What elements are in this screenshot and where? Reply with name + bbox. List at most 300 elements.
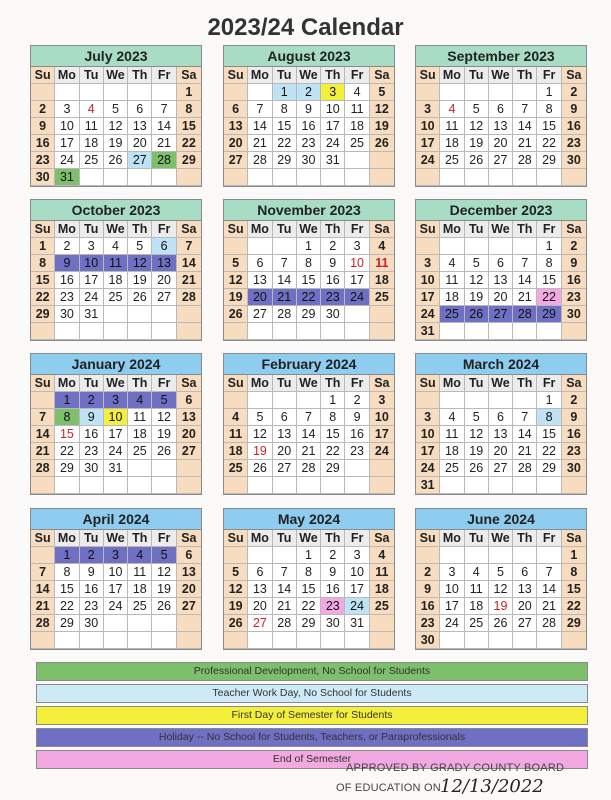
day-cell: 1 — [31, 238, 55, 255]
approval-date-signature: 12/13/2022 — [440, 776, 544, 797]
day-cell: 23 — [80, 598, 104, 615]
empty-cell — [440, 547, 464, 564]
day-cell: 4 — [104, 238, 128, 255]
weekday-header: Mo — [55, 375, 79, 392]
day-cell: 5 — [224, 564, 248, 581]
empty-cell — [104, 477, 128, 494]
day-cell: 30 — [416, 632, 440, 649]
day-cell: 2 — [31, 101, 55, 118]
weekday-header: Fr — [537, 375, 561, 392]
day-cell: 7 — [177, 238, 201, 255]
day-cell: 28 — [273, 615, 297, 632]
empty-cell — [370, 632, 394, 649]
day-cell: 24 — [104, 443, 128, 460]
day-cell: 11 — [128, 564, 152, 581]
day-cell: 9 — [297, 101, 321, 118]
day-cell: 20 — [128, 135, 152, 152]
weekday-header: Th — [513, 67, 537, 84]
weekday-header: Mo — [440, 530, 464, 547]
weekday-header: Mo — [440, 67, 464, 84]
day-cell: 11 — [224, 426, 248, 443]
empty-cell — [562, 477, 586, 494]
weekday-header: Sa — [562, 530, 586, 547]
day-cell: 9 — [31, 118, 55, 135]
empty-cell — [104, 615, 128, 632]
empty-cell — [370, 306, 394, 323]
day-cell: 24 — [370, 443, 394, 460]
day-cell: 4 — [440, 255, 464, 272]
day-cell: 29 — [297, 306, 321, 323]
empty-cell — [513, 238, 537, 255]
day-cell: 5 — [224, 255, 248, 272]
weekday-header: Mo — [248, 221, 272, 238]
day-cell: 25 — [128, 598, 152, 615]
day-cell: 2 — [345, 392, 369, 409]
day-cell: 16 — [80, 581, 104, 598]
empty-cell — [177, 323, 201, 340]
weekday-header: Sa — [370, 375, 394, 392]
day-cell: 10 — [440, 581, 464, 598]
day-cell: 4 — [440, 101, 464, 118]
day-cell: 9 — [416, 581, 440, 598]
empty-cell — [321, 477, 345, 494]
empty-cell — [177, 169, 201, 186]
day-cell: 8 — [55, 564, 79, 581]
day-cell: 3 — [370, 392, 394, 409]
day-cell: 21 — [177, 272, 201, 289]
weekday-header: Tu — [80, 375, 104, 392]
weekday-header: Sa — [177, 375, 201, 392]
day-cell: 9 — [80, 564, 104, 581]
empty-cell — [416, 392, 440, 409]
day-cell: 19 — [489, 598, 513, 615]
empty-cell — [152, 169, 176, 186]
empty-cell — [273, 238, 297, 255]
day-cell: 5 — [465, 409, 489, 426]
weekday-header: Fr — [537, 67, 561, 84]
day-cell: 4 — [440, 409, 464, 426]
empty-cell — [224, 632, 248, 649]
day-cell: 27 — [224, 152, 248, 169]
empty-cell — [489, 547, 513, 564]
weekday-header: Mo — [55, 530, 79, 547]
day-cell: 12 — [224, 581, 248, 598]
day-cell: 20 — [152, 272, 176, 289]
weekday-header: Mo — [440, 375, 464, 392]
day-cell: 15 — [55, 426, 79, 443]
month-title: November 2023 — [224, 200, 394, 221]
empty-cell — [440, 323, 464, 340]
weekday-header: We — [297, 530, 321, 547]
day-cell: 18 — [104, 272, 128, 289]
empty-cell — [370, 477, 394, 494]
day-cell: 22 — [537, 289, 561, 306]
day-cell: 26 — [152, 443, 176, 460]
empty-cell — [513, 477, 537, 494]
day-cell: 10 — [345, 255, 369, 272]
day-cell: 18 — [224, 443, 248, 460]
day-cell: 16 — [345, 426, 369, 443]
day-cell: 23 — [321, 598, 345, 615]
weekday-header: Mo — [248, 530, 272, 547]
weekday-header: Tu — [80, 67, 104, 84]
empty-cell — [248, 238, 272, 255]
day-cell: 26 — [128, 289, 152, 306]
weekday-header: Th — [321, 221, 345, 238]
weekday-header: We — [489, 530, 513, 547]
day-cell: 4 — [128, 392, 152, 409]
day-cell: 8 — [537, 255, 561, 272]
day-cell: 1 — [177, 84, 201, 101]
day-cell: 15 — [297, 272, 321, 289]
day-cell: 31 — [416, 477, 440, 494]
weekday-header: Sa — [370, 67, 394, 84]
month-days-grid — [31, 67, 201, 186]
empty-cell — [465, 169, 489, 186]
day-cell: 25 — [345, 135, 369, 152]
empty-cell — [537, 477, 561, 494]
empty-cell — [248, 323, 272, 340]
day-cell: 16 — [321, 272, 345, 289]
day-cell: 23 — [416, 615, 440, 632]
weekday-header: Fr — [345, 221, 369, 238]
day-cell: 29 — [537, 460, 561, 477]
day-cell: 5 — [465, 101, 489, 118]
empty-cell — [31, 392, 55, 409]
month-1 — [30, 45, 202, 187]
day-cell: 20 — [248, 598, 272, 615]
day-cell: 16 — [562, 426, 586, 443]
day-cell: 1 — [562, 547, 586, 564]
weekday-header: Su — [31, 530, 55, 547]
empty-cell — [440, 169, 464, 186]
empty-cell — [152, 323, 176, 340]
day-cell: 28 — [31, 460, 55, 477]
day-cell: 23 — [31, 152, 55, 169]
day-cell: 10 — [345, 564, 369, 581]
weekday-header: Tu — [80, 530, 104, 547]
day-cell: 15 — [537, 272, 561, 289]
weekday-header: Fr — [345, 67, 369, 84]
month-days-grid — [416, 221, 586, 340]
day-cell: 15 — [55, 581, 79, 598]
day-cell: 23 — [321, 289, 345, 306]
day-cell: 21 — [513, 289, 537, 306]
day-cell: 8 — [31, 255, 55, 272]
day-cell: 24 — [321, 135, 345, 152]
day-cell: 21 — [537, 598, 561, 615]
day-cell: 22 — [31, 289, 55, 306]
weekday-header: Th — [128, 375, 152, 392]
day-cell: 4 — [345, 84, 369, 101]
empty-cell — [345, 632, 369, 649]
day-cell: 30 — [80, 460, 104, 477]
day-cell: 3 — [321, 84, 345, 101]
empty-cell — [224, 547, 248, 564]
month-title: September 2023 — [416, 46, 586, 67]
day-cell: 17 — [104, 581, 128, 598]
empty-cell — [465, 477, 489, 494]
weekday-header: We — [104, 67, 128, 84]
empty-cell — [152, 615, 176, 632]
legend-item: Holiday -- No School for Students, Teachers, or Paraprofessionals — [36, 728, 588, 747]
day-cell: 7 — [273, 564, 297, 581]
empty-cell — [370, 323, 394, 340]
day-cell: 7 — [297, 409, 321, 426]
day-cell: 25 — [80, 152, 104, 169]
empty-cell — [416, 238, 440, 255]
day-cell: 14 — [297, 426, 321, 443]
day-cell: 20 — [273, 443, 297, 460]
day-cell: 27 — [177, 598, 201, 615]
weekday-header: We — [297, 67, 321, 84]
day-cell: 19 — [465, 443, 489, 460]
empty-cell — [80, 323, 104, 340]
day-cell: 8 — [55, 409, 79, 426]
day-cell: 17 — [321, 118, 345, 135]
day-cell: 31 — [80, 306, 104, 323]
empty-cell — [273, 169, 297, 186]
empty-cell — [440, 84, 464, 101]
day-cell: 13 — [489, 426, 513, 443]
empty-cell — [55, 477, 79, 494]
weekday-header: Fr — [152, 221, 176, 238]
day-cell: 31 — [416, 323, 440, 340]
empty-cell — [224, 84, 248, 101]
month-title: July 2023 — [31, 46, 201, 67]
empty-cell — [489, 169, 513, 186]
weekday-header: We — [104, 221, 128, 238]
day-cell: 6 — [489, 409, 513, 426]
empty-cell — [80, 169, 104, 186]
empty-cell — [80, 477, 104, 494]
weekday-header: We — [104, 530, 128, 547]
day-cell: 27 — [489, 152, 513, 169]
day-cell: 8 — [537, 101, 561, 118]
day-cell: 16 — [31, 135, 55, 152]
day-cell: 5 — [104, 101, 128, 118]
day-cell: 13 — [489, 118, 513, 135]
month-title: March 2024 — [416, 354, 586, 375]
empty-cell — [537, 323, 561, 340]
empty-cell — [489, 323, 513, 340]
day-cell: 25 — [370, 289, 394, 306]
weekday-header: Fr — [152, 375, 176, 392]
day-cell: 12 — [128, 255, 152, 272]
empty-cell — [31, 323, 55, 340]
empty-cell — [416, 84, 440, 101]
empty-cell — [248, 392, 272, 409]
page-title: 2023/24 Calendar — [207, 14, 404, 41]
day-cell: 2 — [55, 238, 79, 255]
month-6 — [415, 199, 587, 341]
day-cell: 18 — [345, 118, 369, 135]
day-cell: 29 — [273, 152, 297, 169]
day-cell: 20 — [224, 135, 248, 152]
empty-cell — [152, 477, 176, 494]
empty-cell — [55, 84, 79, 101]
legend-item: Teacher Work Day, No School for Students — [36, 684, 588, 703]
day-cell: 11 — [440, 426, 464, 443]
weekday-header: Tu — [273, 530, 297, 547]
day-cell: 24 — [104, 598, 128, 615]
day-cell: 28 — [513, 306, 537, 323]
day-cell: 23 — [562, 135, 586, 152]
day-cell: 10 — [416, 272, 440, 289]
month-8 — [223, 353, 395, 495]
empty-cell — [248, 477, 272, 494]
day-cell: 12 — [104, 118, 128, 135]
weekday-header: Th — [321, 530, 345, 547]
legend-item: End of Semester — [36, 750, 588, 769]
day-cell: 15 — [31, 272, 55, 289]
day-cell: 12 — [370, 101, 394, 118]
empty-cell — [224, 238, 248, 255]
weekday-header: Fr — [152, 530, 176, 547]
weekday-header: Tu — [273, 221, 297, 238]
empty-cell — [370, 460, 394, 477]
day-cell: 10 — [104, 564, 128, 581]
empty-cell — [55, 632, 79, 649]
empty-cell — [465, 238, 489, 255]
empty-cell — [345, 169, 369, 186]
day-cell: 9 — [55, 255, 79, 272]
weekday-header: Th — [128, 221, 152, 238]
day-cell: 15 — [297, 581, 321, 598]
day-cell: 3 — [80, 238, 104, 255]
month-title: January 2024 — [31, 354, 201, 375]
weekday-header: Sa — [177, 221, 201, 238]
weekday-header: Th — [321, 375, 345, 392]
day-cell: 17 — [416, 135, 440, 152]
day-cell: 24 — [345, 598, 369, 615]
weekday-header: Sa — [562, 221, 586, 238]
empty-cell — [104, 323, 128, 340]
day-cell: 21 — [513, 443, 537, 460]
day-cell: 5 — [152, 392, 176, 409]
month-days-grid — [416, 530, 586, 649]
day-cell: 13 — [248, 581, 272, 598]
day-cell: 20 — [489, 289, 513, 306]
day-cell: 19 — [224, 598, 248, 615]
day-cell: 20 — [489, 443, 513, 460]
day-cell: 6 — [273, 409, 297, 426]
day-cell: 29 — [562, 615, 586, 632]
day-cell: 17 — [55, 135, 79, 152]
approval-line-2: OF EDUCATION ON — [336, 782, 441, 794]
empty-cell — [31, 84, 55, 101]
day-cell: 20 — [177, 581, 201, 598]
day-cell: 25 — [224, 460, 248, 477]
day-cell: 16 — [562, 118, 586, 135]
day-cell: 27 — [489, 306, 513, 323]
day-cell: 25 — [128, 443, 152, 460]
weekday-header: Sa — [177, 67, 201, 84]
day-cell: 8 — [177, 101, 201, 118]
empty-cell — [297, 392, 321, 409]
empty-cell — [104, 632, 128, 649]
day-cell: 26 — [465, 152, 489, 169]
weekday-header: Su — [31, 67, 55, 84]
empty-cell — [297, 169, 321, 186]
weekday-header: Tu — [273, 375, 297, 392]
day-cell: 19 — [224, 289, 248, 306]
day-cell: 16 — [321, 581, 345, 598]
day-cell: 18 — [80, 135, 104, 152]
day-cell: 11 — [345, 101, 369, 118]
day-cell: 5 — [248, 409, 272, 426]
day-cell: 6 — [248, 255, 272, 272]
empty-cell — [489, 632, 513, 649]
day-cell: 12 — [465, 118, 489, 135]
empty-cell — [489, 238, 513, 255]
month-days-grid — [416, 375, 586, 494]
empty-cell — [224, 169, 248, 186]
day-cell: 12 — [152, 409, 176, 426]
empty-cell — [416, 169, 440, 186]
day-cell: 12 — [465, 272, 489, 289]
month-days-grid — [31, 221, 201, 340]
day-cell: 21 — [273, 289, 297, 306]
empty-cell — [562, 632, 586, 649]
day-cell: 16 — [562, 272, 586, 289]
day-cell: 28 — [513, 152, 537, 169]
day-cell: 29 — [297, 615, 321, 632]
weekday-header: Sa — [562, 375, 586, 392]
day-cell: 14 — [513, 426, 537, 443]
empty-cell — [104, 84, 128, 101]
weekday-header: Fr — [152, 67, 176, 84]
weekday-header: Tu — [465, 530, 489, 547]
day-cell: 2 — [80, 392, 104, 409]
day-cell: 6 — [128, 101, 152, 118]
day-cell: 25 — [370, 598, 394, 615]
day-cell: 14 — [248, 118, 272, 135]
empty-cell — [513, 632, 537, 649]
day-cell: 29 — [537, 306, 561, 323]
empty-cell — [513, 323, 537, 340]
empty-cell — [224, 323, 248, 340]
day-cell: 24 — [440, 615, 464, 632]
day-cell: 1 — [297, 547, 321, 564]
weekday-header: We — [489, 67, 513, 84]
day-cell: 15 — [537, 118, 561, 135]
day-cell: 30 — [80, 615, 104, 632]
day-cell: 13 — [128, 118, 152, 135]
day-cell: 14 — [513, 118, 537, 135]
day-cell: 27 — [152, 289, 176, 306]
day-cell: 20 — [489, 135, 513, 152]
empty-cell — [321, 169, 345, 186]
empty-cell — [128, 615, 152, 632]
day-cell: 6 — [177, 547, 201, 564]
day-cell: 15 — [177, 118, 201, 135]
weekday-header: Su — [224, 375, 248, 392]
day-cell: 19 — [465, 289, 489, 306]
day-cell: 29 — [55, 460, 79, 477]
day-cell: 12 — [248, 426, 272, 443]
day-cell: 2 — [416, 564, 440, 581]
day-cell: 13 — [489, 272, 513, 289]
day-cell: 9 — [562, 255, 586, 272]
day-cell: 5 — [489, 564, 513, 581]
month-5 — [223, 199, 395, 341]
day-cell: 7 — [152, 101, 176, 118]
day-cell: 7 — [513, 101, 537, 118]
empty-cell — [31, 477, 55, 494]
empty-cell — [177, 306, 201, 323]
day-cell: 13 — [224, 118, 248, 135]
